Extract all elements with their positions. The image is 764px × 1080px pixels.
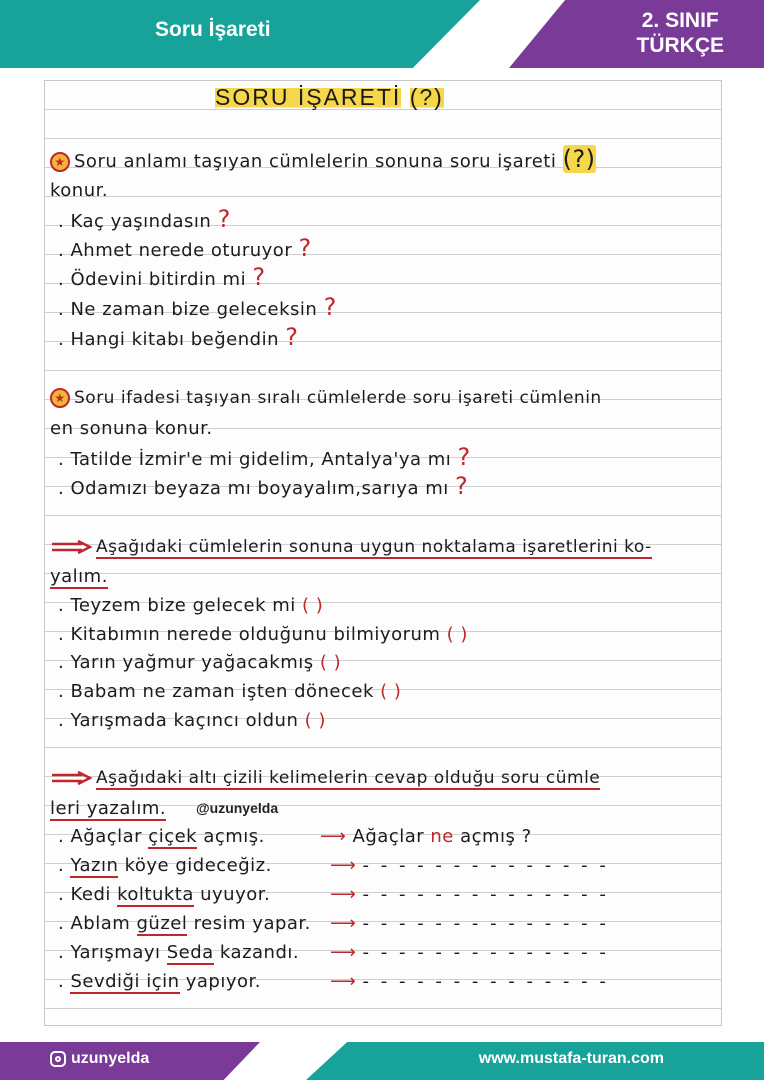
instruction-3-line2: yalım. [50, 566, 108, 587]
star-icon: ★ [50, 152, 70, 172]
rule-1-mark: (?) [562, 145, 596, 173]
example-1-2: . Ahmet nerede oturuyor ? [58, 234, 312, 262]
exercise-4-5: . Yarışmayı Seda kazandı. [58, 942, 300, 963]
instruction-4-line2: leri yazalım. [50, 798, 167, 819]
instagram-icon [50, 1051, 66, 1067]
exercise-4-1: . Ağaçlar çiçek açmış. [58, 826, 265, 847]
example-2-2: . Odamızı beyaza mı boyayalım,sarıya mı ? [58, 472, 469, 500]
answer-blank-2: ⟶ - - - - - - - - - - - - - - [330, 855, 609, 876]
arrow-right-icon [50, 771, 92, 785]
footer-website-link[interactable]: www.mustafa-turan.com [478, 1050, 664, 1067]
instruction-3-line1: Aşağıdaki cümlelerin sonuna uygun noktalama işaretlerini ko- [50, 537, 652, 557]
exercise-3-4: . Babam ne zaman işten dönecek ( ) [58, 681, 402, 702]
footer-instagram[interactable] [50, 1050, 149, 1068]
answer-blank-4: ⟶ - - - - - - - - - - - - - - [330, 913, 609, 934]
header-title: Soru İşareti [155, 18, 271, 41]
example-1-5: . Hangi kitabı beğendin ? [58, 323, 299, 351]
exercise-3-2: . Kitabımın nerede olduğunu bilmiyorum ( ) [58, 624, 468, 645]
answer-example: ⟶ Ağaçlar ne açmış ? [320, 826, 532, 847]
answer-blank-3: ⟶ - - - - - - - - - - - - - - [330, 884, 609, 905]
exercise-4-2: . Yazın köye gideceğiz. [58, 855, 272, 876]
rule-2-line1: ★ Soru ifadesi taşıyan sıralı cümlelerde soru işareti cümlenin [50, 388, 602, 408]
exercise-4-4: . Ablam güzel resim yapar. [58, 913, 311, 934]
exercise-3-3: . Yarın yağmur yağacakmış ( ) [58, 652, 342, 673]
instagram-handle: uzunyelda [71, 1050, 150, 1067]
arrow-right-icon [50, 540, 92, 554]
grade-line1: 2. SINIF [641, 9, 719, 32]
exercise-4-6: . Sevdiği için yapıyor. [58, 971, 261, 992]
answer-blank-5: ⟶ - - - - - - - - - - - - - - [330, 942, 609, 963]
rule-1-line2: konur. [50, 180, 109, 201]
exercise-3-5: . Yarışmada kaçıncı oldun ( ) [58, 710, 326, 731]
exercise-3-1: . Teyzem bize gelecek mi ( ) [58, 595, 324, 616]
example-2-1: . Tatilde İzmir'e mi gidelim, Antalya'ya mı ? [58, 443, 471, 471]
star-icon: ★ [50, 388, 70, 408]
example-1-4: . Ne zaman bize geleceksin ? [58, 293, 337, 321]
instruction-4-line1: Aşağıdaki altı çizili kelimelerin cevap olduğu soru cümle [50, 768, 600, 788]
exercise-4-3: . Kedi koltukta uyuyor. [58, 884, 271, 905]
page-title-text: SORU İŞARETİ [215, 84, 402, 110]
page-title-mark: (?) [409, 84, 444, 110]
example-1-3: . Ödevini bitirdin mi ? [58, 263, 266, 291]
answer-blank-6: ⟶ - - - - - - - - - - - - - - [330, 971, 609, 992]
author-handle: @uzunyelda [196, 800, 279, 816]
page-title [215, 84, 444, 111]
rule-1-line1: ★ Soru anlamı taşıyan cümlelerin sonuna soru işareti (?) [50, 150, 596, 172]
grade-line2: TÜRKÇE [636, 34, 724, 57]
example-1-1: . Kaç yaşındasın ? [58, 205, 231, 233]
rule-2-line2: en sonuna konur. [50, 418, 213, 439]
grade-badge [637, 8, 725, 58]
